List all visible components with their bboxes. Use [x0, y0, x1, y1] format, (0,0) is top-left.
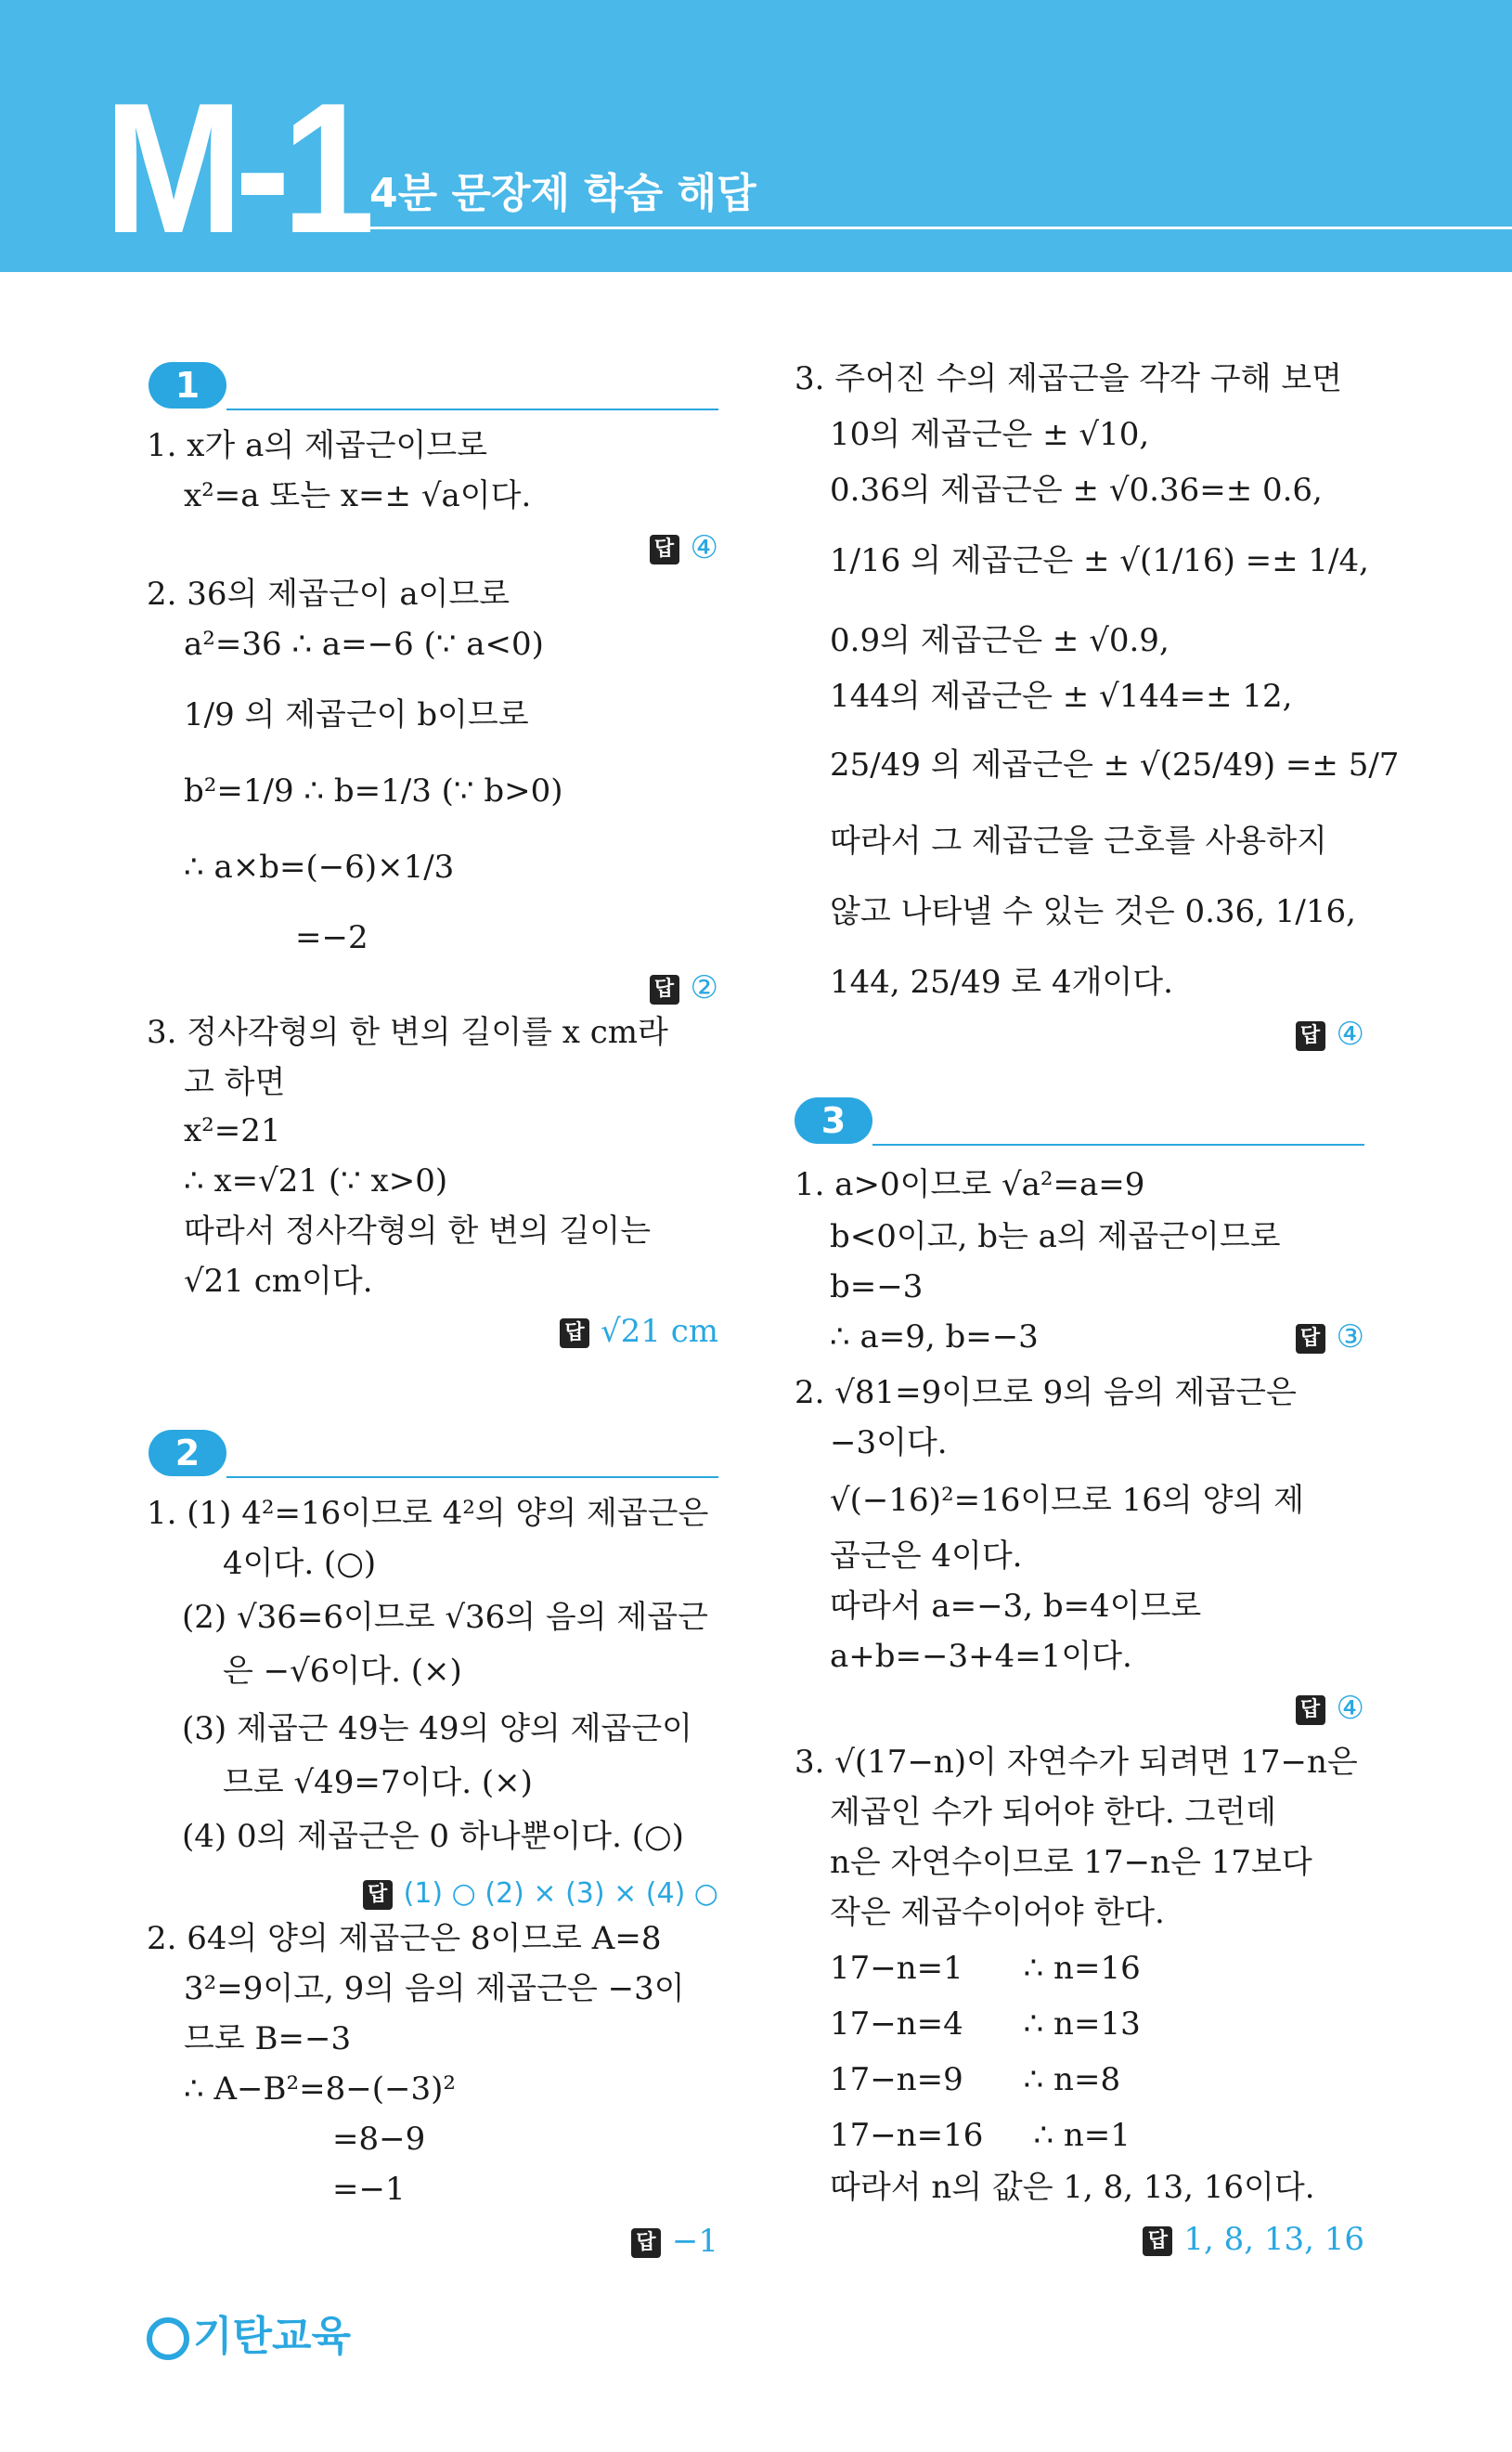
s2-line-9: 3²=9이고, 9의 음의 제곱근은 −3이 [184, 1970, 685, 2007]
section-badge-2: 2 [149, 1430, 226, 1476]
s1-line-13: 따라서 정사각형의 한 변의 길이는 [184, 1213, 652, 1250]
s3-line-18: 17−n=16 ∴ n=1 [830, 2117, 1131, 2154]
answer-mark-icon: 답 [560, 1318, 589, 1348]
s3-line-3: b=−3 [830, 1268, 924, 1305]
s3-line-10: a+b=−3+4=1이다. [830, 1638, 1132, 1675]
s2c-line-6: 144의 제곱근은 ± √144=± 12, [830, 678, 1293, 715]
section-rule-1 [226, 409, 718, 410]
s1-answer-3: 답 √21 cm [520, 1311, 718, 1352]
s3-line-6: −3이다. [830, 1424, 948, 1461]
s2-line-6: 므로 √49=7이다. (×) [223, 1764, 533, 1801]
s2c-line-2: 10의 제곱근은 ± √10, [830, 416, 1150, 453]
s1-line-9: 3. 정사각형의 한 변의 길이를 x cm라 [147, 1014, 668, 1051]
s1-line-6: b²=1/9 ∴ b=1/3 (∵ b>0) [184, 772, 563, 810]
s3-line-17: 17−n=9 ∴ n=8 [830, 2061, 1121, 2098]
s3-line-14: 작은 제곱수이어야 한다. [830, 1894, 1165, 1931]
s2-line-13: =−1 [332, 2171, 406, 2208]
page-subtitle: 4분 문장제 학습 해답 [369, 170, 756, 217]
s1-line-7: ∴ a×b=(−6)×1/3 [184, 849, 455, 886]
s1-line-12: ∴ x=√21 (∵ x>0) [184, 1162, 448, 1200]
s2c-line-5: 0.9의 제곱근은 ± √0.9, [830, 622, 1170, 659]
s3-line-15: 17−n=1 ∴ n=16 [830, 1950, 1141, 1987]
s1-line-11: x²=21 [184, 1112, 281, 1149]
header-underline [367, 227, 1512, 229]
page-header [0, 0, 1512, 272]
s2-line-3: (2) √36=6이므로 √36의 음의 제곱근 [182, 1599, 708, 1636]
s2-line-4: 은 −√6이다. (×) [223, 1653, 462, 1690]
s3-line-4: ∴ a=9, b=−3 [830, 1318, 1039, 1356]
answer-mark-icon: 답 [1143, 2226, 1172, 2256]
unit-code: M-1 [104, 65, 367, 272]
s1-line-4: a²=36 ∴ a=−6 (∵ a<0) [184, 626, 544, 663]
answer-mark-icon: 답 [650, 535, 679, 564]
s2-line-5: (3) 제곱근 49는 49의 양의 제곱근이 [182, 1710, 693, 1747]
section-badge-1: 1 [149, 362, 226, 409]
s1-line-2: x²=a 또는 x=± √a이다. [184, 477, 532, 514]
s3-line-7: √(−16)²=16이므로 16의 양의 제 [830, 1482, 1304, 1519]
answer-mark-icon: 답 [1296, 1324, 1325, 1354]
section-rule-2 [226, 1476, 718, 1478]
publisher-logo [147, 2303, 351, 2362]
s2c-answer: 답 ④ [1203, 1014, 1364, 1055]
s2c-line-1: 3. 주어진 수의 제곱근을 각각 구해 보면 [795, 360, 1342, 397]
s1-line-3: 2. 36의 제곱근이 a이므로 [147, 576, 510, 613]
s2c-line-10: 144, 25/49 로 4개이다. [830, 964, 1173, 1001]
s2c-line-9: 않고 나타낼 수 있는 것은 0.36, 1/16, [830, 893, 1356, 930]
section-badge-3: 3 [795, 1097, 872, 1144]
s3-line-19: 따라서 n의 값은 1, 8, 13, 16이다. [830, 2169, 1315, 2206]
s1-line-10: 고 하면 [184, 1064, 286, 1101]
s2-line-2: 4이다. (○) [223, 1545, 377, 1582]
s3-line-11: 3. √(17−n)이 자연수가 되려면 17−n은 [795, 1744, 1358, 1781]
s1-line-1: 1. x가 a의 제곱근이므로 [147, 427, 488, 464]
s2c-line-3: 0.36의 제곱근은 ± √0.36=± 0.6, [830, 472, 1323, 509]
s2-line-1: 1. (1) 4²=16이므로 4²의 양의 제곱근은 [147, 1495, 709, 1532]
g-logo-icon [147, 2317, 189, 2360]
answer-mark-icon: 답 [363, 1880, 393, 1910]
answer-mark-icon: 답 [631, 2228, 661, 2258]
s3-answer-3: 답 1, 8, 13, 16 [1110, 2219, 1364, 2260]
s2c-line-7: 25/49 의 제곱근은 ± √(25/49) =± 5/7 [830, 746, 1400, 784]
answer-mark-icon: 답 [1296, 1021, 1325, 1051]
publisher-name: 기탄교육 [193, 2313, 352, 2360]
s3-answer-2: 답 ④ [1203, 1688, 1364, 1729]
s2-answer-1: 답 (1) ○ (2) × (3) × (4) ○ [353, 1874, 718, 1914]
s3-line-5: 2. √81=9이므로 9의 음의 제곱근은 [795, 1374, 1297, 1411]
answer-mark-icon: 답 [650, 975, 679, 1005]
s1-answer-2: 답 ② [557, 967, 718, 1008]
s1-line-5: 1/9 의 제곱근이 b이므로 [184, 696, 529, 733]
s3-line-9: 따라서 a=−3, b=4이므로 [830, 1588, 1202, 1625]
s3-line-13: n은 자연수이므로 17−n은 17보다 [830, 1844, 1312, 1881]
s3-line-8: 곱근은 4이다. [830, 1537, 1023, 1575]
s2c-line-8: 따라서 그 제곱근을 근호를 사용하지 [830, 823, 1327, 860]
s2-line-12: =8−9 [332, 2121, 426, 2158]
s1-line-8: =−2 [295, 919, 368, 956]
answer-mark-icon: 답 [1296, 1695, 1325, 1725]
s3-line-12: 제곱인 수가 되어야 한다. 그런데 [830, 1794, 1277, 1831]
s2-line-7: (4) 0의 제곱근은 0 하나뿐이다. (○) [182, 1818, 684, 1855]
s3-line-2: b<0이고, b는 a의 제곱근이므로 [830, 1218, 1281, 1255]
s2-answer-2: 답 −1 [557, 2221, 718, 2262]
s2c-line-4: 1/16 의 제곱근은 ± √(1/16) =± 1/4, [830, 542, 1369, 579]
s3-line-1: 1. a>0이므로 √a²=a=9 [795, 1166, 1145, 1203]
s1-line-14: √21 cm이다. [184, 1263, 373, 1300]
s2-line-10: 므로 B=−3 [184, 2020, 352, 2057]
s3-line-16: 17−n=4 ∴ n=13 [830, 2005, 1141, 2043]
s2-line-11: ∴ A−B²=8−(−3)² [184, 2070, 456, 2108]
s2-line-8: 2. 64의 양의 제곱근은 8이므로 A=8 [147, 1920, 662, 1957]
section-rule-3 [872, 1144, 1364, 1146]
s3-answer-1: 답 ③ [1203, 1317, 1364, 1357]
s1-answer-1: 답 ④ [557, 527, 718, 568]
